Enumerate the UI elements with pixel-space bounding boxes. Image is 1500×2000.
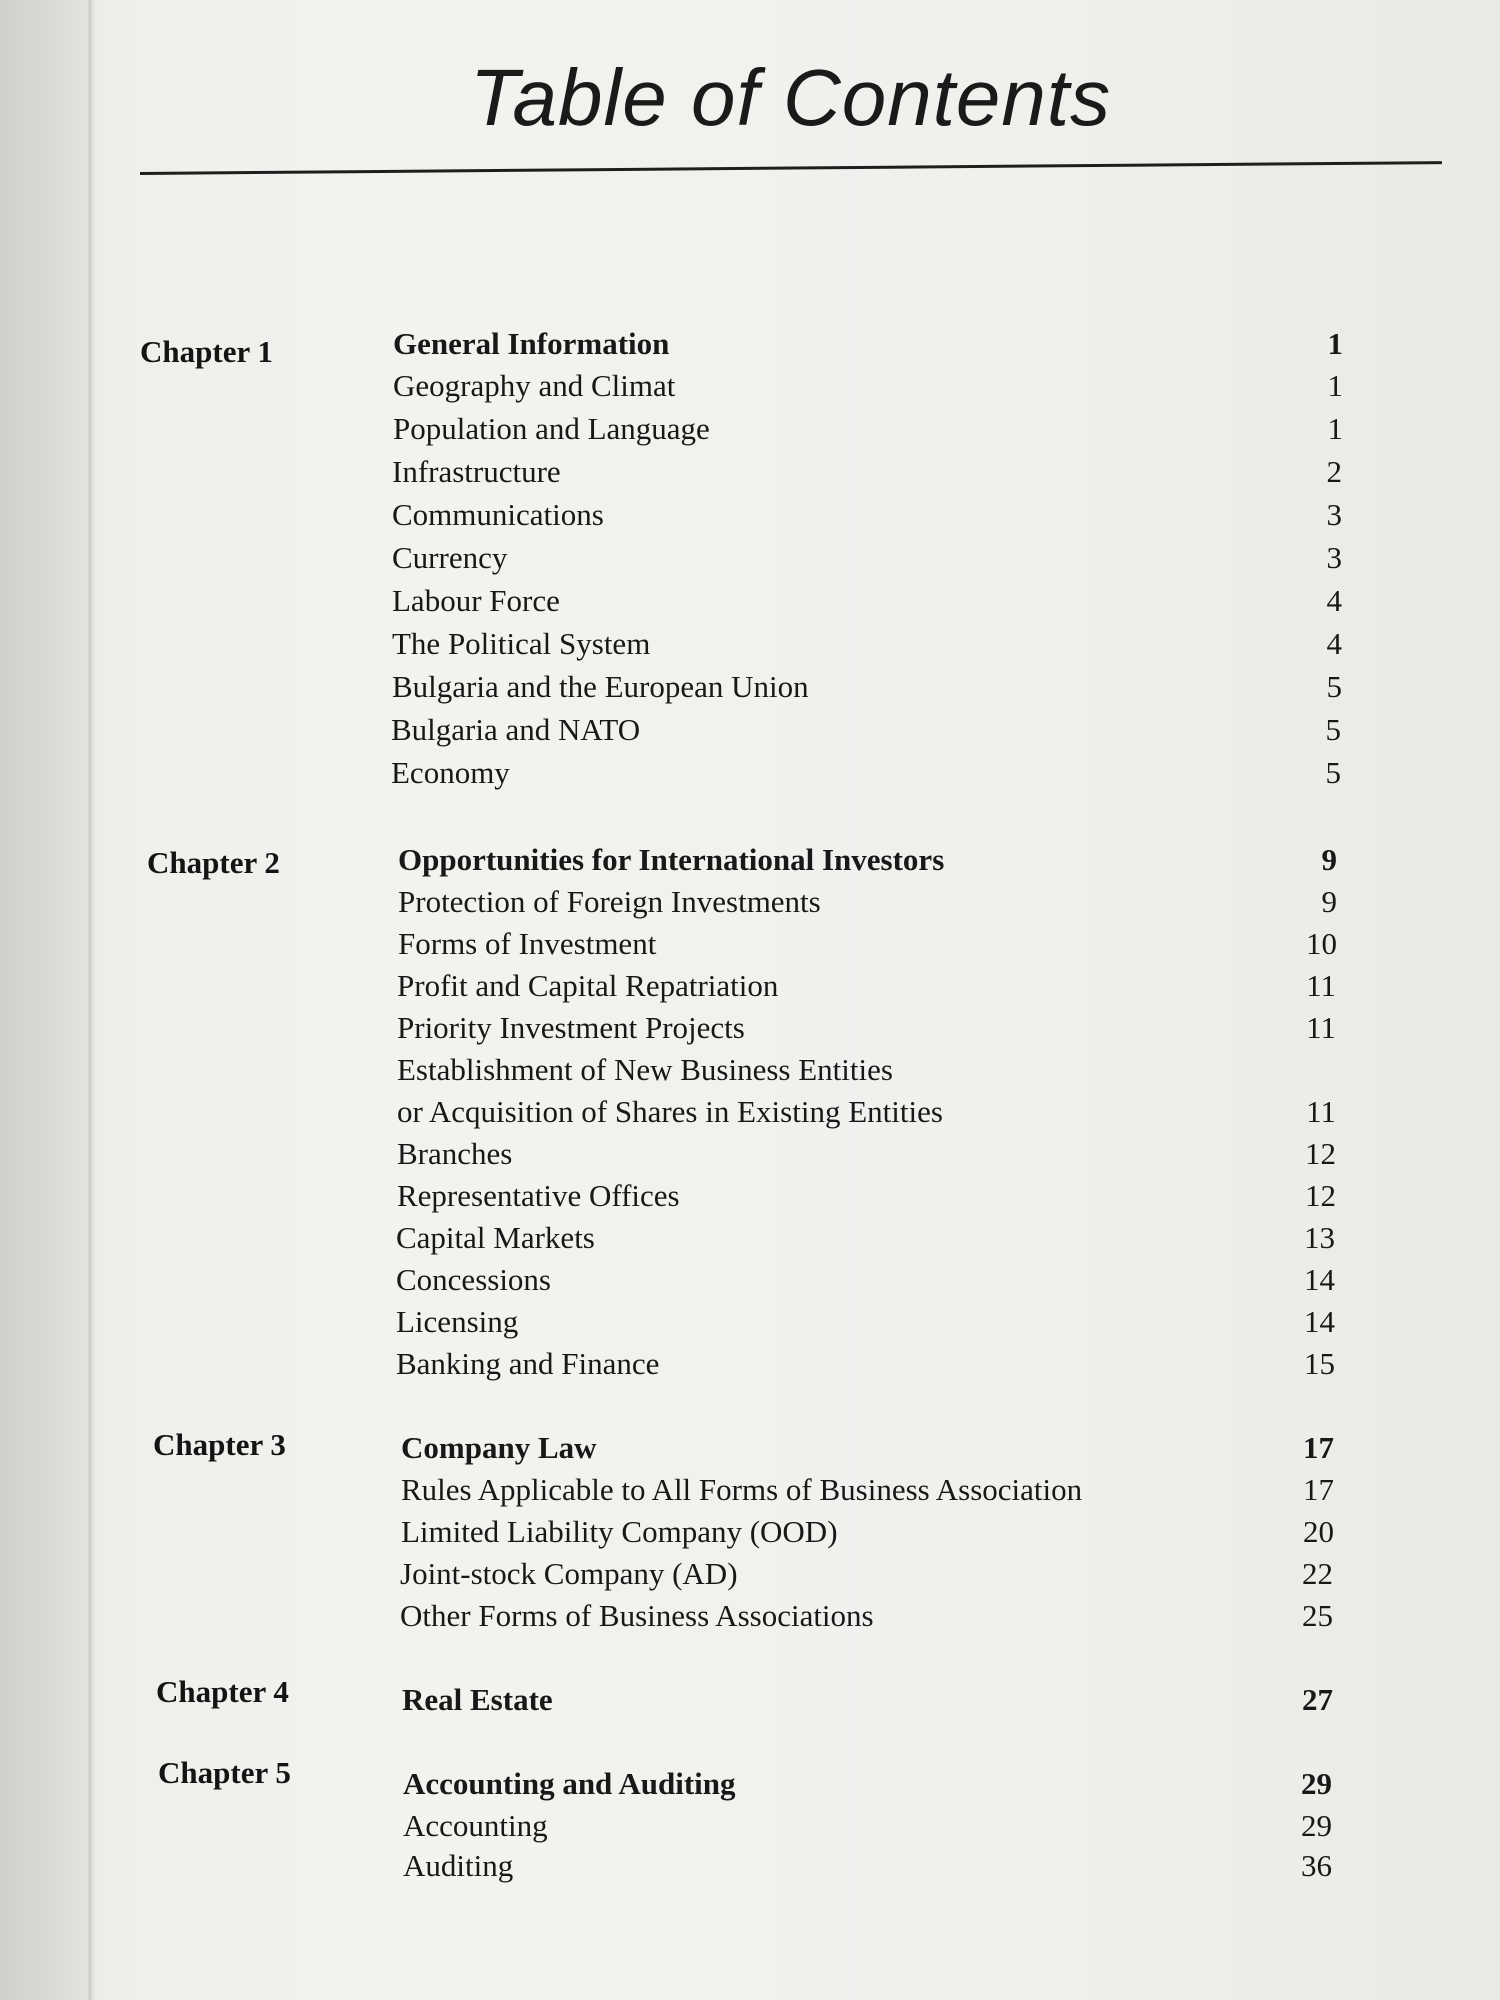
chapter-heading-page: 29 <box>1301 1766 1332 1801</box>
toc-entry-page: 14 <box>1304 1304 1335 1339</box>
toc-entry-page: 10 <box>1306 926 1337 961</box>
toc-entry: Concessions <box>396 1262 551 1297</box>
toc-entry-page: 9 <box>1321 884 1337 919</box>
page-gutter <box>0 0 95 2000</box>
toc-entry-page: 15 <box>1304 1346 1335 1381</box>
toc-entry-page: 1 <box>1327 411 1343 446</box>
toc-entry: Bulgaria and the European Union <box>392 669 809 704</box>
toc-entry: Bulgaria and NATO <box>391 712 641 747</box>
toc-entry-page: 20 <box>1303 1514 1334 1549</box>
chapter-label: Chapter 1 <box>140 334 273 369</box>
toc-entry-page: 4 <box>1326 583 1342 618</box>
toc-entry: Banking and Finance <box>396 1346 660 1381</box>
chapter-label: Chapter 3 <box>153 1427 286 1462</box>
title-rule <box>140 161 1442 175</box>
toc-entry-page: 11 <box>1306 1094 1336 1129</box>
toc-entry-page: 14 <box>1304 1262 1335 1297</box>
toc-entry: Limited Liability Company (OOD) <box>401 1514 838 1549</box>
toc-entry: The Political System <box>392 626 651 661</box>
toc-entry-page: 12 <box>1305 1136 1336 1171</box>
toc-entry-page: 5 <box>1326 669 1342 704</box>
toc-entry: Priority Investment Projects <box>397 1010 745 1045</box>
toc-entry: Forms of Investment <box>398 926 657 961</box>
chapter-heading: Opportunities for International Investors <box>398 842 945 877</box>
toc-entry-page: 29 <box>1301 1808 1332 1843</box>
toc-entry: Branches <box>397 1136 513 1171</box>
chapter-label: Chapter 2 <box>147 845 280 880</box>
chapter-heading: Real Estate <box>402 1682 553 1717</box>
chapter-heading-page: 9 <box>1321 842 1337 877</box>
toc-entry-page: 5 <box>1325 755 1341 790</box>
chapter-label: Chapter 4 <box>156 1674 289 1709</box>
toc-entry: Profit and Capital Repatriation <box>397 968 779 1003</box>
toc-entry-page: 2 <box>1326 454 1342 489</box>
toc-entry-page: 25 <box>1302 1598 1333 1633</box>
toc-entry-page: 12 <box>1305 1178 1336 1213</box>
toc-entry-page: 13 <box>1304 1220 1335 1255</box>
chapter-heading: Company Law <box>401 1430 597 1465</box>
toc-entry-page: 1 <box>1327 368 1343 403</box>
toc-entry-page: 11 <box>1306 1010 1336 1045</box>
toc-entry: Economy <box>391 755 510 790</box>
toc-entry: Representative Offices <box>397 1178 680 1213</box>
toc-entry-page: 22 <box>1302 1556 1333 1591</box>
toc-entry: Other Forms of Business Associations <box>400 1598 874 1633</box>
chapter-label: Chapter 5 <box>158 1755 291 1790</box>
chapter-heading: General Information <box>393 326 670 361</box>
toc-entry: Establishment of New Business Entities <box>397 1052 893 1087</box>
toc-entry: Licensing <box>396 1304 519 1339</box>
toc-entry: Currency <box>392 540 508 575</box>
chapter-heading-page: 27 <box>1302 1682 1333 1717</box>
toc-entry: Population and Language <box>393 411 710 446</box>
toc-entry-page: 5 <box>1325 712 1341 747</box>
chapter-heading-page: 1 <box>1327 326 1343 361</box>
page-title: Table of Contents <box>470 53 1112 142</box>
book-spine-shadow <box>88 0 92 2000</box>
toc-entry: Rules Applicable to All Forms of Business Association <box>401 1472 1083 1507</box>
toc-entry: Protection of Foreign Investments <box>398 884 821 919</box>
toc-entry: Geography and Climat <box>393 368 676 403</box>
toc-entry: or Acquisition of Shares in Existing Entities <box>397 1094 943 1129</box>
toc-entry-page: 3 <box>1326 497 1342 532</box>
toc-entry: Labour Force <box>392 583 560 618</box>
toc-entry: Communications <box>392 497 604 532</box>
toc-entry-page: 17 <box>1303 1472 1334 1507</box>
toc-entry: Joint-stock Company (AD) <box>400 1556 738 1591</box>
toc-entry-page: 3 <box>1326 540 1342 575</box>
toc-entry-page: 4 <box>1326 626 1342 661</box>
chapter-heading-page: 17 <box>1303 1430 1334 1465</box>
toc-entry: Auditing <box>403 1848 514 1883</box>
toc-entry: Infrastructure <box>392 454 561 489</box>
toc-entry-page: 36 <box>1301 1848 1332 1883</box>
toc-entry: Accounting <box>403 1808 548 1843</box>
toc-entry-page: 11 <box>1306 968 1336 1003</box>
chapter-heading: Accounting and Auditing <box>403 1766 736 1801</box>
toc-entry: Capital Markets <box>396 1220 595 1255</box>
